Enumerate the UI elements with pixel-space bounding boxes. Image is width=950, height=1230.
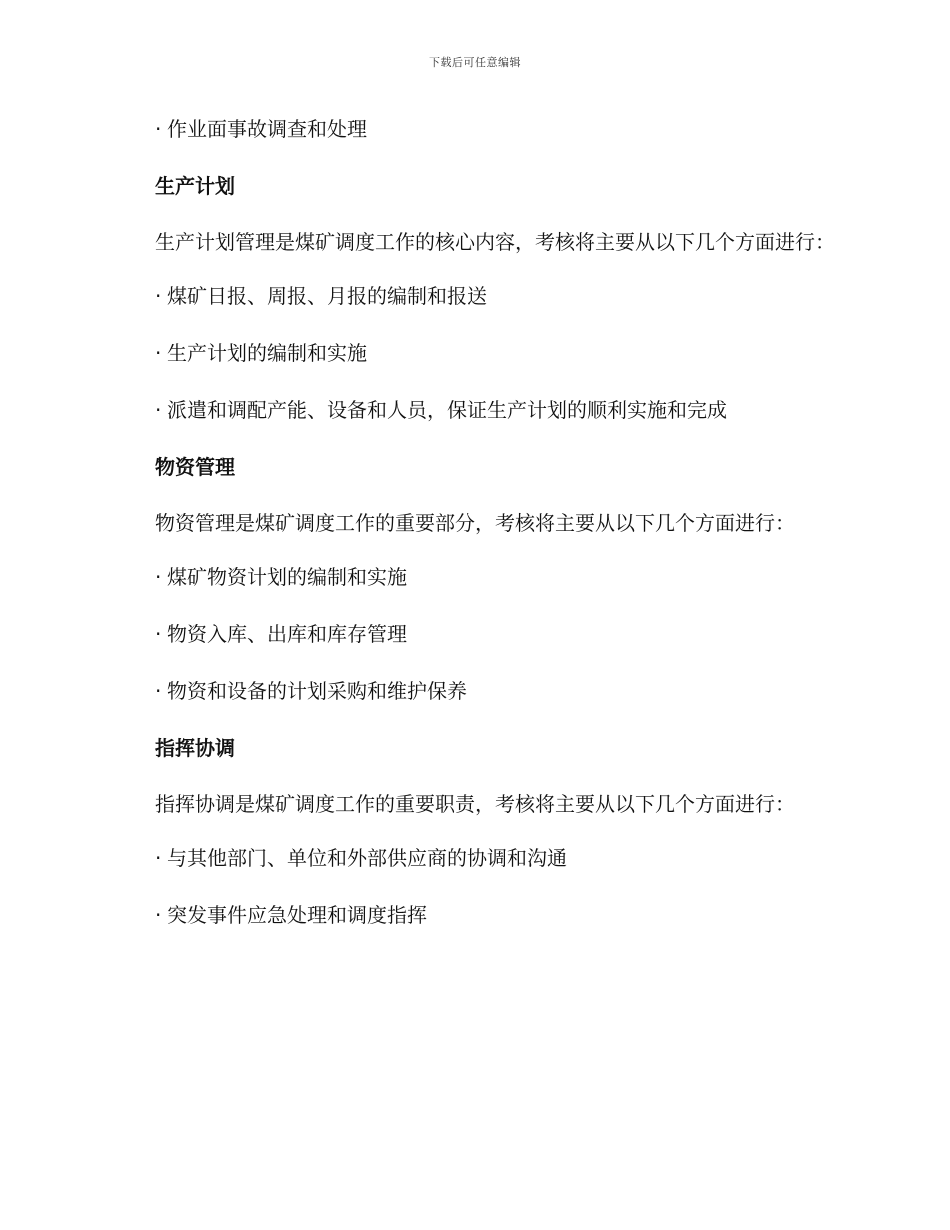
bullet-item [113, 896, 837, 934]
section-heading: 指挥协调 [155, 736, 235, 760]
bullet-item [113, 839, 837, 877]
bullet-text: 煤矿物资计划的编制和实施 [167, 565, 407, 589]
bullet-dot: · [155, 622, 162, 646]
document-body [113, 110, 837, 953]
bullet-text: 物资和设备的计划采购和维护保养 [167, 679, 467, 703]
bullet-dot: · [155, 846, 162, 870]
bullet-dot: · [155, 679, 162, 703]
bullet-item [113, 615, 837, 653]
bullet-item [113, 672, 837, 710]
bullet-text: 派遣和调配产能、设备和人员，保证生产计划的顺利实施和完成 [167, 398, 727, 422]
bullet-dot: · [155, 117, 162, 141]
bullet-text: 突发事件应急处理和调度指挥 [167, 903, 427, 927]
bullet-dot: · [155, 903, 162, 927]
bullet-text: 生产计划的编制和实施 [167, 341, 367, 365]
bullet-text: 煤矿日报、周报、月报的编制和报送 [167, 284, 487, 308]
page-header-note: 下载后可任意编辑 [429, 56, 521, 69]
bullet-item [113, 110, 837, 148]
bullet-text: 物资入库、出库和库存管理 [167, 622, 407, 646]
bullet-item [113, 391, 837, 429]
section-heading: 生产计划 [155, 174, 235, 198]
bullet-item [113, 277, 837, 315]
bullet-text: 作业面事故调查和处理 [167, 117, 367, 141]
bullet-dot: · [155, 565, 162, 589]
paragraph: 生产计划管理是煤矿调度工作的核心内容，考核将主要从以下几个方面进行： [155, 230, 835, 254]
paragraph: 物资管理是煤矿调度工作的重要部分，考核将主要从以下几个方面进行： [155, 511, 795, 535]
bullet-dot: · [155, 284, 162, 308]
bullet-item [113, 558, 837, 596]
bullet-text: 与其他部门、单位和外部供应商的协调和沟通 [167, 846, 567, 870]
section-heading: 物资管理 [155, 455, 235, 479]
bullet-dot: · [155, 341, 162, 365]
bullet-dot: · [155, 398, 162, 422]
bullet-item [113, 334, 837, 372]
paragraph: 指挥协调是煤矿调度工作的重要职责，考核将主要从以下几个方面进行： [155, 792, 795, 816]
